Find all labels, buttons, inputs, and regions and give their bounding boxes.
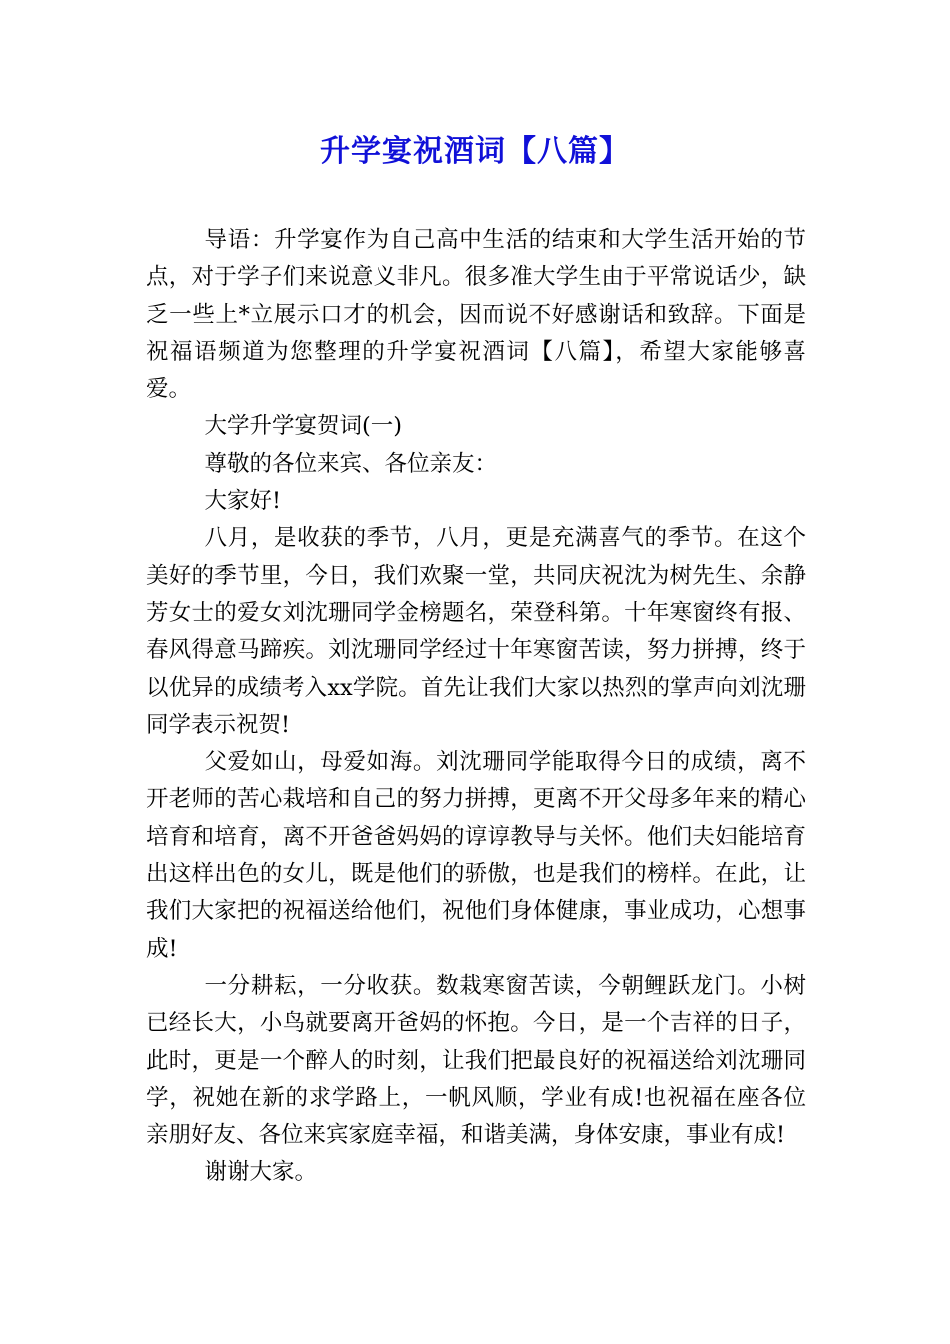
salutation: 尊敬的各位来宾、各位亲友： — [204, 450, 498, 477]
body-paragraph: 父爱如山，母爱如海。刘沈珊同学能取得今日的成绩，离不开老师的苦心栽培和自己的努力拼搏，更离不开父母多年来的精心培育和培育，离不开爸爸妈妈的谆谆教导与关怀。他们夫妇能培育出这样出色的女儿，既是他们的骄傲，也是我们的榜样。在此，让我们大家把的祝福送给他们，祝他们身体健康，事业成功，心想事成! — [146, 749, 806, 962]
body-paragraph: 一分耕耘，一分收获。数栽寒窗苦读，今朝鲤跃龙门。小树已经长大，小鸟就要离开爸妈的怀抱。今日，是一个吉祥的日子，此时，更是一个醉人的时刻，让我们把最良好的祝福送给刘沈珊同学，祝她在新的求学路上，一帆风顺，学业有成!也祝福在座各位亲朋好友、各位来宾家庭幸福，和谐美满，身体安康，事业有成! — [146, 972, 806, 1149]
intro-paragraph: 导语：升学宴作为自己高中生活的结束和大学生活开始的节点，对于学子们来说意义非凡。很多准大学生由于平常说话少，缺乏一些上*立展示口才的机会，因而说不好感谢话和致辞。下面是祝福语频道为您整理的升学宴祝酒词【八篇】，希望大家能够喜爱。 — [146, 227, 806, 403]
body-paragraph: 八月，是收获的季节，八月，更是充满喜气的季节。在这个美好的季节里，今日，我们欢聚一堂，共同庆祝沈为树先生、余静芳女士的爱女刘沈珊同学金榜题名，荣登科第。十年寒窗终有报、春风得意马蹄疾。刘沈珊同学经过十年寒窗苦读，努力拼搏，终于以优异的成绩考入xx学院。首先让我们大家以热烈的掌声向刘沈珊同学表示祝贺! — [146, 525, 806, 738]
document-body — [146, 222, 806, 1192]
closing-line: 谢谢大家。 — [204, 1159, 318, 1186]
greeting: 大家好! — [204, 488, 282, 515]
section-heading: 大学升学宴贺词(一) — [204, 413, 403, 440]
document-title: 升学宴祝酒词【八篇】 — [320, 134, 630, 169]
